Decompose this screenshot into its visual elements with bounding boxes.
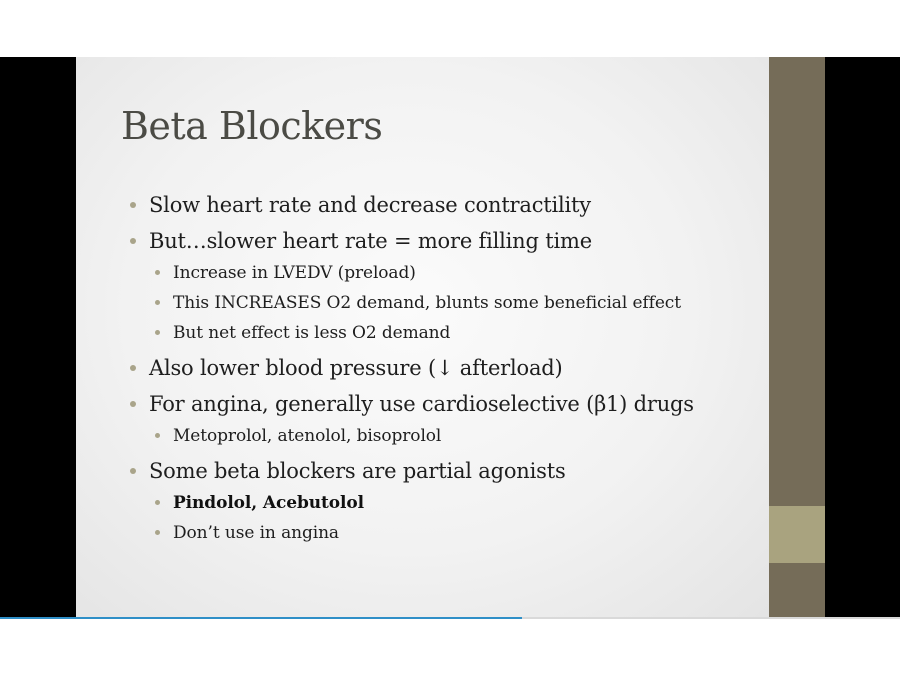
bullet-list	[128, 192, 728, 552]
sub-bullet-item: Don’t use in angina	[128, 522, 728, 544]
bullet-item: Some beta blockers are partial agonists	[128, 458, 728, 484]
slide-sidebar-accent	[769, 506, 825, 563]
progress-bar-fill	[0, 617, 522, 619]
sub-bullet-item: Increase in LVEDV (preload)	[128, 262, 728, 284]
bullet-item: But…slower heart rate = more filling time	[128, 228, 728, 254]
bullet-item: For angina, generally use cardioselective (β1) drugs	[128, 391, 728, 417]
bullet-item: Slow heart rate and decrease contractility	[128, 192, 728, 218]
slide-title: Beta Blockers	[121, 104, 383, 148]
sub-bullet-item: Metoprolol, atenolol, bisoprolol	[128, 425, 728, 447]
sub-bullet-item: Pindolol, Acebutolol	[128, 492, 728, 514]
sub-bullet-item: This INCREASES O2 demand, blunts some beneficial effect	[128, 292, 728, 314]
bullet-item: Also lower blood pressure (↓ afterload)	[128, 355, 728, 381]
sub-bullet-item: But net effect is less O2 demand	[128, 322, 728, 344]
